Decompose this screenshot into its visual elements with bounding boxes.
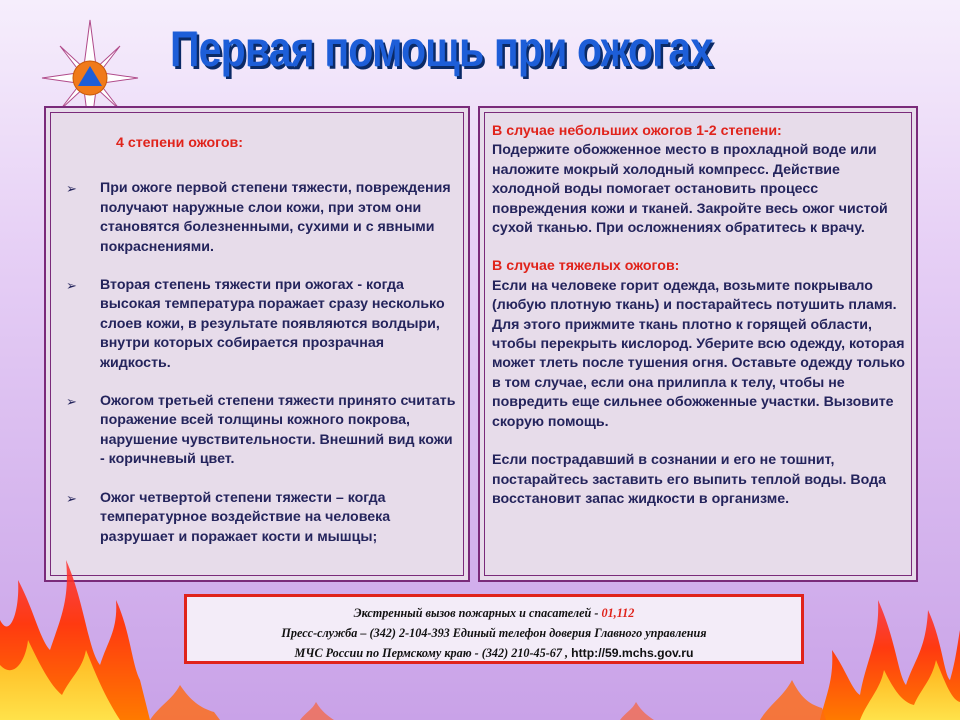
arrow-bullet-icon: ➢: [66, 394, 77, 410]
emergency-numbers: 01,112: [601, 606, 635, 620]
conscious-victim-text: Если пострадавший в сознании и его не тошнит, постарайтесь заставить его выпить теплой воды. Вода восстановит запас жидкости в организме.: [492, 452, 886, 507]
list-item: ➢ При ожоге первой степени тяжести, повреждения получают наружные слои кожи, при этом они становятся болезненными, сухими и с явными покраснениями.: [66, 180, 451, 255]
website-link[interactable]: http://59.mchs.gov.ru: [571, 646, 694, 660]
burn-degrees-heading: 4 степени ожогов:: [116, 135, 243, 151]
list-item: ➢ Ожогом третьей степени тяжести принято считать поражение всей толщины кожного покрова, нарушение чувствительности. Внешний вид кожи - коричневый цвет.: [66, 393, 456, 468]
helpline-line: МЧС России по Пермскому краю - (342) 210-45-67 , http://59.mchs.gov.ru: [294, 646, 694, 660]
list-item: ➢ Вторая степень тяжести при ожогах - когда высокая температура поражает сразу несколько слоев кожи, в результате появляются волдыри, внутри которых собирается прозрачная жидкость.: [66, 277, 445, 371]
emergency-contacts-box: [184, 594, 804, 664]
mild-burns-heading: В случае небольших ожогов 1-2 степени:: [492, 123, 782, 139]
mild-burns-text: Подержите обожженное место в прохладной воде или наложите мокрый холодный компресс. Действие холодной воды помогает остановить процесс повреждения кожи и тканей. Закройте весь ожог чистой сухой тканью. При осложнениях обратитесь к врачу.: [492, 142, 888, 237]
severe-burns-section: [492, 257, 908, 432]
arrow-bullet-icon: ➢: [66, 181, 77, 197]
page-title: Первая помощь при ожогах: [170, 21, 713, 77]
mild-burns-section: [492, 122, 908, 238]
severe-burns-text: Если на человеке горит одежда, возьмите покрывало (любую плотную ткань) и постарайтесь потушить пламя. Для этого прижмите ткань плотно к горящей области, чтобы перекрыть кислород. Уберите всю одежду, которая может тлеть после тушения огня. Оставьте одежду только в том случае, если она прилипла к телу, чтобы не повредить еще сильнее обожженные участки. Вызовите скорую помощь.: [492, 277, 905, 430]
emergency-call-line: Экстренный вызов пожарных и спасателей - 01,112: [353, 606, 635, 620]
arrow-bullet-icon: ➢: [66, 278, 77, 294]
list-item: ➢ Ожог четвертой степени тяжести – когда температурное воздействие на человека разрушает и поражает кости и мышцы;: [66, 489, 391, 545]
arrow-bullet-icon: ➢: [66, 490, 77, 506]
severe-burns-heading: В случае тяжелых ожогов:: [492, 258, 680, 275]
press-service-line: Пресс-служба – (342) 2-104-393 Единый телефон доверия Главного управления: [281, 626, 707, 640]
